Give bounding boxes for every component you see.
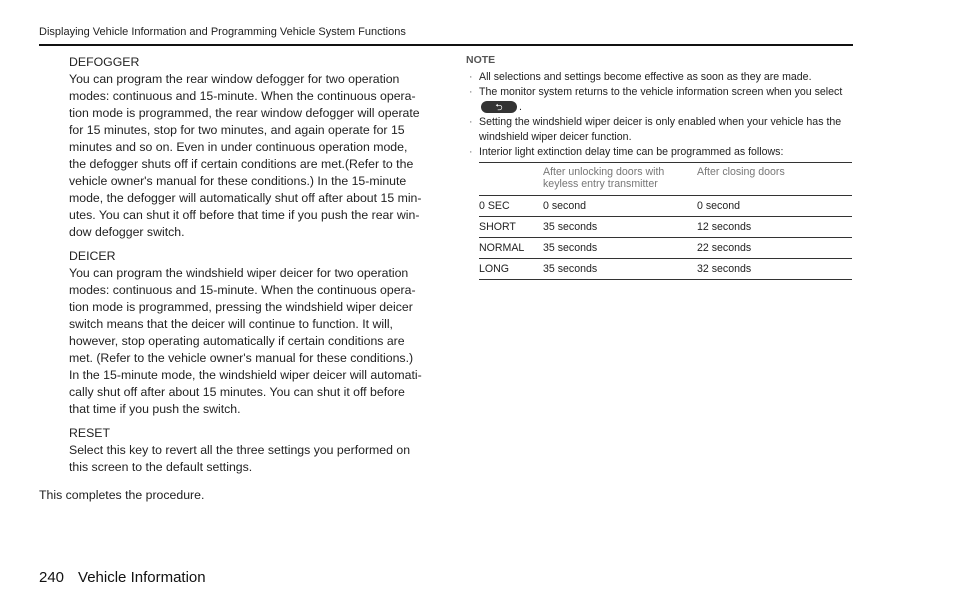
defogger-term: DEFOGGER — [69, 55, 140, 69]
note-item-text: Interior light extinction delay time can be programmed as follows: — [479, 146, 784, 158]
back-arrow-icon: ⮌ — [481, 101, 517, 113]
note-item — [466, 70, 854, 85]
table-row — [479, 259, 852, 280]
table-cell-unlock: 35 seconds — [543, 238, 697, 259]
note-item — [466, 115, 854, 145]
table-cell-setting: SHORT — [479, 217, 543, 238]
footer-section-title: Vehicle Information — [78, 569, 206, 586]
table-row — [479, 196, 852, 217]
left-column — [69, 54, 425, 483]
reset-description: Select this key to revert all the three settings you performed on this screen to the default settings. — [69, 443, 411, 474]
table-cell-closing: 0 second — [697, 196, 852, 217]
table-cell-unlock: 0 second — [543, 196, 697, 217]
deicer-description: You can program the windshield wiper deicer for two operation modes: continuous and 15-minute. When the continuous opera-tion mode is programmed, pressing the windshield wiper deicer switch means that the deicer will continue to function. It will, however, stop operating automatically if certain conditions are met. (Refer to the vehicle owner's manual for these conditions.) In the 15-minute mode, the windshield wiper deicer will automati-cally shut off after about 15 minutes. You can shut it off before that time if you push the switch. — [69, 266, 422, 416]
deicer-term: DEICER — [69, 249, 116, 263]
table-cell-setting: NORMAL — [479, 238, 543, 259]
page-number: 240 — [39, 569, 65, 586]
reset-term: RESET — [69, 426, 110, 440]
delay-table — [479, 162, 852, 280]
table-cell-closing: 12 seconds — [697, 217, 852, 238]
table-cell-unlock: 35 seconds — [543, 217, 697, 238]
table-header-closing: After closing doors — [697, 163, 852, 196]
note-item-text: Setting the windshield wiper deicer is only enabled when your vehicle has the windshield wiper deicer function. — [479, 116, 842, 143]
note-item-period: . — [519, 101, 522, 113]
table-header-blank — [479, 163, 543, 196]
table-cell-closing: 32 seconds — [697, 259, 852, 280]
header-rule — [39, 44, 853, 46]
note-item-text: All selections and settings become effective as soon as they are made. — [479, 71, 812, 83]
defogger-description: You can program the rear window defogger for two operation modes: continuous and 15-minute. When the continuous opera-tion mode is programmed, the rear window defogger will operate for 15 minutes, stop for two minutes, and again operate for 15 minutes and so on. Even in under continuous operation mode, the defogger shuts off if certain conditions are met.(Refer to the vehicle owner's manual for these conditions.) In the 15-minute mode, the defogger will automatically shut off after about 15 min-utes. You can shut it off before that time if you push the rear win-dow defogger switch. — [69, 72, 422, 239]
note-block — [466, 53, 854, 160]
table-header-row — [479, 163, 852, 196]
closing-text: This completes the procedure. — [39, 488, 205, 502]
table-row — [479, 238, 852, 259]
table-cell-unlock: 35 seconds — [543, 259, 697, 280]
table-header-unlock: After unlocking doors with keyless entry transmitter — [543, 163, 697, 196]
note-item — [466, 85, 854, 115]
note-item-text: The monitor system returns to the vehicle information screen when you select — [479, 86, 843, 98]
table-row — [479, 217, 852, 238]
note-title: NOTE — [466, 54, 496, 66]
table-cell-closing: 22 seconds — [697, 238, 852, 259]
table-cell-setting: LONG — [479, 259, 543, 280]
page-footer — [39, 569, 206, 586]
note-item — [466, 145, 854, 160]
header-title: Displaying Vehicle Information and Programming Vehicle System Functions — [39, 26, 406, 38]
note-list — [466, 70, 854, 160]
table-cell-setting: 0 SEC — [479, 196, 543, 217]
